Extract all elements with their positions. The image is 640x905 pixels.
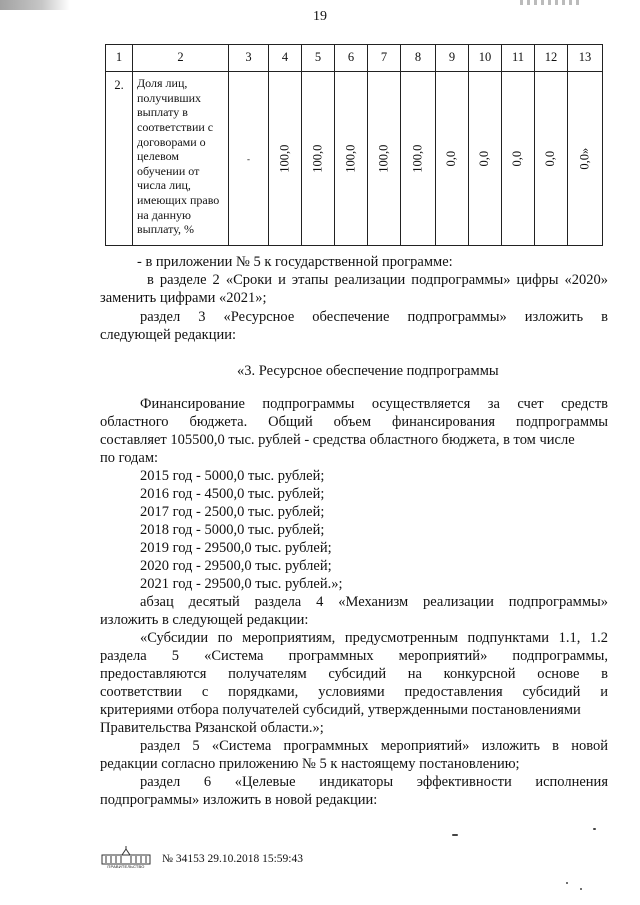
body-line: в разделе 2 «Сроки и этапы реализации подпрограммы» цифры «2020» [147, 272, 608, 288]
indicator-name-line: целевом [137, 149, 180, 164]
year-line: 2018 год - 5000,0 тыс. рублей; [140, 522, 325, 538]
column-header: 4 [269, 45, 302, 72]
indicator-name-line: выплату, % [137, 222, 195, 237]
column-header: 6 [335, 45, 368, 72]
column-header: 3 [229, 45, 269, 72]
year-line: 2017 год - 2500,0 тыс. рублей; [140, 504, 325, 520]
body-line: предоставляются получателям субсидий на конкурсной основе в [100, 666, 608, 682]
year-line: 2019 год - 29500,0 тыс. рублей; [140, 540, 332, 556]
body-line: Правительства Рязанской области.»; [100, 720, 324, 736]
row-number: 2. [106, 72, 133, 246]
indicator-name-line: имеющих право [137, 193, 220, 207]
document-footer [100, 846, 400, 872]
body-line: - в приложении № 5 к государственной программе: [137, 254, 453, 270]
body-line: следующей редакции: [100, 327, 237, 343]
indicator-name-line: выплату в [137, 105, 188, 120]
registration-stamp: № 34153 29.10.2018 15:59:43 [162, 853, 303, 865]
column-header: 7 [368, 45, 401, 72]
cell-value: 0,0 [543, 150, 558, 167]
column-header: 5 [302, 45, 335, 72]
table-cell [269, 72, 302, 246]
body-line: подпрограммы» изложить в новой редакции: [100, 792, 378, 808]
body-line: «Субсидии по мероприятиям, предусмотренным подпунктами 1.1, 1.2 [140, 630, 608, 646]
indicator-name-line: обучении от [137, 163, 200, 178]
column-header: 2 [133, 45, 229, 72]
column-header: 11 [502, 45, 535, 72]
table-cell [568, 72, 603, 246]
table-cell [535, 72, 568, 246]
column-header: 13 [568, 45, 603, 72]
table-cell [469, 72, 502, 246]
cell-value: 0,0» [577, 147, 592, 170]
logo-caption: ПРАВИТЕЛЬСТВО [107, 864, 145, 869]
year-line: 2021 год - 29500,0 тыс. рублей.»; [140, 576, 343, 592]
body-line: раздел 6 «Целевые индикаторы эффективности исполнения [140, 774, 608, 790]
table-cell [302, 72, 335, 246]
cell-value: - [247, 153, 250, 164]
indicator-name [133, 72, 229, 246]
cell-value: 100,0 [376, 144, 391, 173]
year-line: 2016 год - 4500,0 тыс. рублей; [140, 486, 325, 502]
cell-value: 100,0 [343, 144, 358, 173]
body-line: заменить цифрами «2021»; [100, 290, 267, 306]
cell-value: 0,0 [510, 150, 525, 167]
scan-artifact [452, 834, 458, 836]
body-line: раздел 5 «Система программных мероприятий» изложить в новой [140, 738, 608, 754]
table-cell [368, 72, 401, 246]
table-cell [502, 72, 535, 246]
indicator-name-line: договорами о [137, 134, 206, 149]
table-header-row [106, 45, 603, 72]
cell-value: 0,0 [477, 150, 492, 167]
column-header: 8 [401, 45, 436, 72]
indicator-name-line: на данную [137, 207, 191, 222]
indicator-name-line: получивших [137, 90, 202, 105]
body-line: абзац десятый раздела 4 «Механизм реализации подпрограммы» [140, 594, 608, 610]
cell-value: 100,0 [410, 144, 425, 173]
body-line: изложить в следующей редакции: [100, 612, 309, 628]
body-line: критериями отбора получателей субсидий, утвержденными постановлениями [100, 702, 581, 718]
government-logo [100, 846, 152, 870]
column-header: 9 [436, 45, 469, 72]
body-line: Финансирование подпрограммы осуществляется за счет средств [140, 396, 608, 412]
scan-artifact [566, 882, 568, 884]
cell-value: 100,0 [310, 144, 325, 173]
body-line: соответствии с порядками, условиями предоставления субсидий и [100, 684, 608, 700]
column-header: 10 [469, 45, 502, 72]
cell-value: 0,0 [444, 150, 459, 167]
page-number: 19 [313, 9, 327, 24]
body-line: составляет 105500,0 тыс. рублей - средства областного бюджета, в том числе [100, 432, 575, 448]
year-line: 2020 год - 29500,0 тыс. рублей; [140, 558, 332, 574]
column-header: 1 [106, 45, 133, 72]
table-row [106, 72, 603, 246]
section-heading: «3. Ресурсное обеспечение подпрограммы [237, 363, 499, 379]
body-line: областного бюджета. Общий объем финансирования подпрограммы [100, 414, 608, 430]
indicator-name-line: числа лиц, [137, 178, 191, 193]
year-line: 2015 год - 5000,0 тыс. рублей; [140, 468, 325, 484]
indicator-name-line: Доля лиц, [137, 76, 188, 90]
column-header: 12 [535, 45, 568, 72]
body-line: раздел 3 «Ресурсное обеспечение подпрограммы» изложить в [140, 309, 608, 325]
table-cell [229, 72, 269, 246]
indicator-table [105, 44, 603, 246]
cell-value: 100,0 [277, 144, 292, 173]
scan-artifact [593, 828, 596, 830]
indicator-name-line: соответствии с [137, 119, 214, 134]
table-cell [335, 72, 368, 246]
body-line: редакции согласно приложению № 5 к настоящему постановлению; [100, 756, 520, 772]
body-line: по годам: [100, 450, 159, 466]
scan-artifact [580, 888, 582, 890]
scan-artifact [520, 0, 580, 5]
body-line: раздела 5 «Система программных мероприятий» подпрограммы, [100, 648, 608, 664]
table-cell [436, 72, 469, 246]
table-cell [401, 72, 436, 246]
